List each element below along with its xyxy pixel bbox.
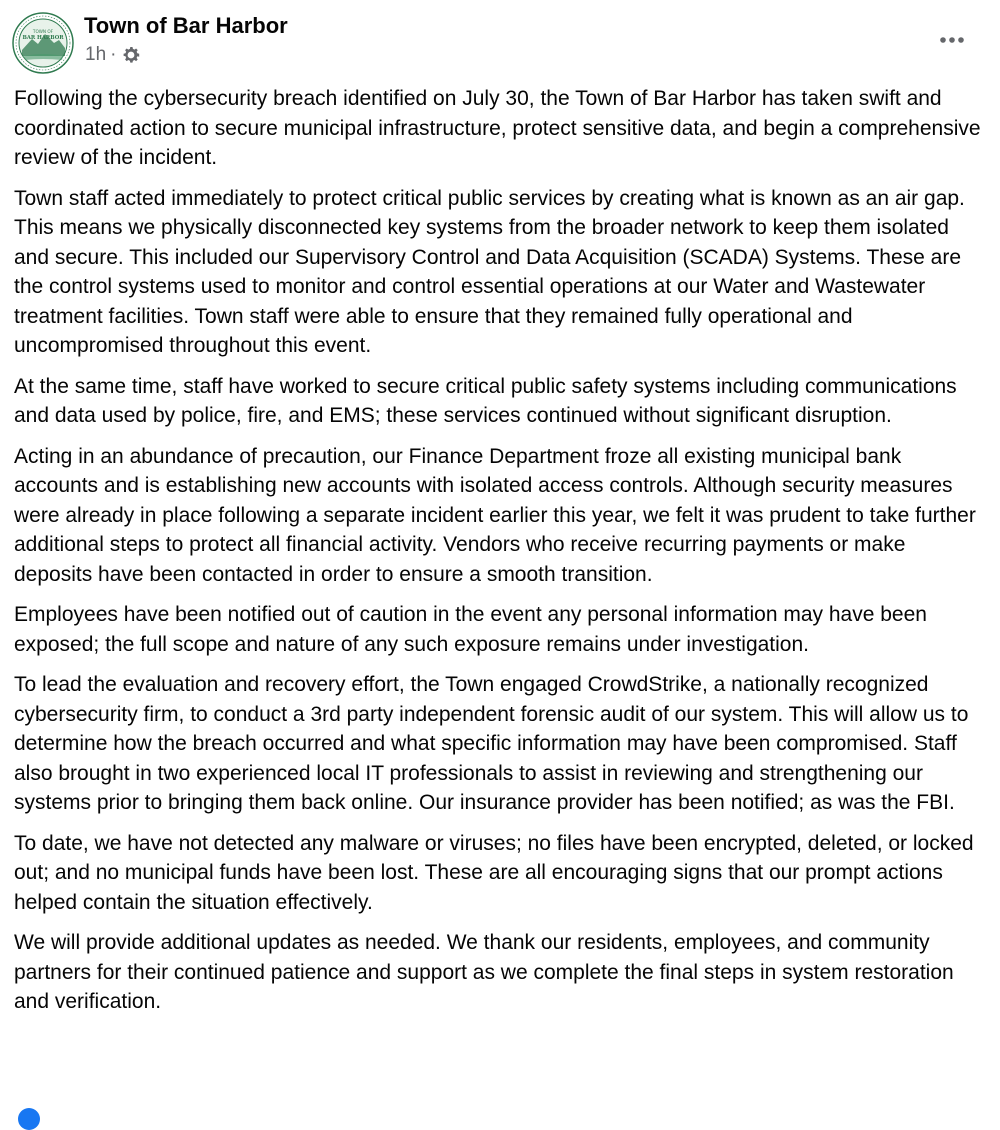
meta-separator: · bbox=[110, 44, 117, 65]
seal-text-top: TOWN OF bbox=[32, 29, 54, 34]
page-avatar[interactable] bbox=[12, 12, 74, 74]
post-meta bbox=[85, 43, 141, 67]
town-seal-icon bbox=[12, 12, 74, 74]
post-paragraph: Following the cybersecurity breach identified on July 30, the Town of Bar Harbor has taken swift and coordinated action to secure municipal infrastructure, protect sensitive data, and begin a comprehensive review of the incident. bbox=[14, 87, 981, 169]
more-options-button[interactable] bbox=[934, 22, 970, 58]
post-paragraph: At the same time, staff have worked to secure critical public safety systems including communications and data used by police, fire, and EMS; these services continued without significant disruption. bbox=[14, 374, 957, 427]
seal-text-main: BAR HARBOR bbox=[22, 35, 64, 41]
post-paragraph: Acting in an abundance of precaution, our Finance Department froze all existing municipal bank accounts and is establishing new accounts with isolated access controls. Although security measures were already in place following a separate incident earlier this year, we felt it was prudent to take further additional steps to protect all financial activity. Vendors who receive recurring payments or make deposits have been contacted in order to ensure a smooth transition. bbox=[14, 444, 976, 586]
post-body bbox=[14, 84, 989, 1028]
page-name-link[interactable]: Town of Bar Harbor bbox=[84, 13, 288, 38]
post-paragraph: To lead the evaluation and recovery effort, the Town engaged CrowdStrike, a nationally recognized cybersecurity firm, to conduct a 3rd party independent forensic audit of our system. This will allow us to determine how the breach occurred and what specific information may have been compromised. Staff also brought in two experienced local IT professionals to assist in reviewing and strengthening our systems prior to bringing them back online. Our insurance provider has been notified; as was the FBI. bbox=[14, 673, 969, 814]
gear-icon[interactable] bbox=[121, 45, 141, 65]
post-paragraph: We will provide additional updates as needed. We thank our residents, employees, and community partners for their continued patience and support as we complete the final steps in system restoration and verification. bbox=[14, 931, 954, 1013]
post-paragraph: To date, we have not detected any malware or viruses; no files have been encrypted, deleted, or locked out; and no municipal funds have been lost. These are all encouraging signs that our prompt actions helped contain the situation effectively. bbox=[14, 831, 974, 914]
post-paragraph: Employees have been notified out of caution in the event any personal information may have been exposed; the full scope and nature of any such exposure remains under investigation. bbox=[14, 603, 927, 656]
more-options-icon bbox=[939, 36, 965, 44]
post-header bbox=[0, 0, 1000, 80]
reaction-icon[interactable] bbox=[18, 1108, 40, 1130]
post-timestamp[interactable]: 1h bbox=[85, 44, 107, 65]
post-paragraph: Town staff acted immediately to protect critical public services by creating what is known as an air gap. This means we physically disconnected key systems from the broader network to keep them isolated and secure. This included our Supervisory Control and Data Acquisition (SCADA) Systems. These are the control systems used to monitor and control essential operations at our Water and Wastewater treatment facilities. Town staff were able to ensure that they remained fully operational and uncompromised throughout this event. bbox=[14, 186, 965, 357]
